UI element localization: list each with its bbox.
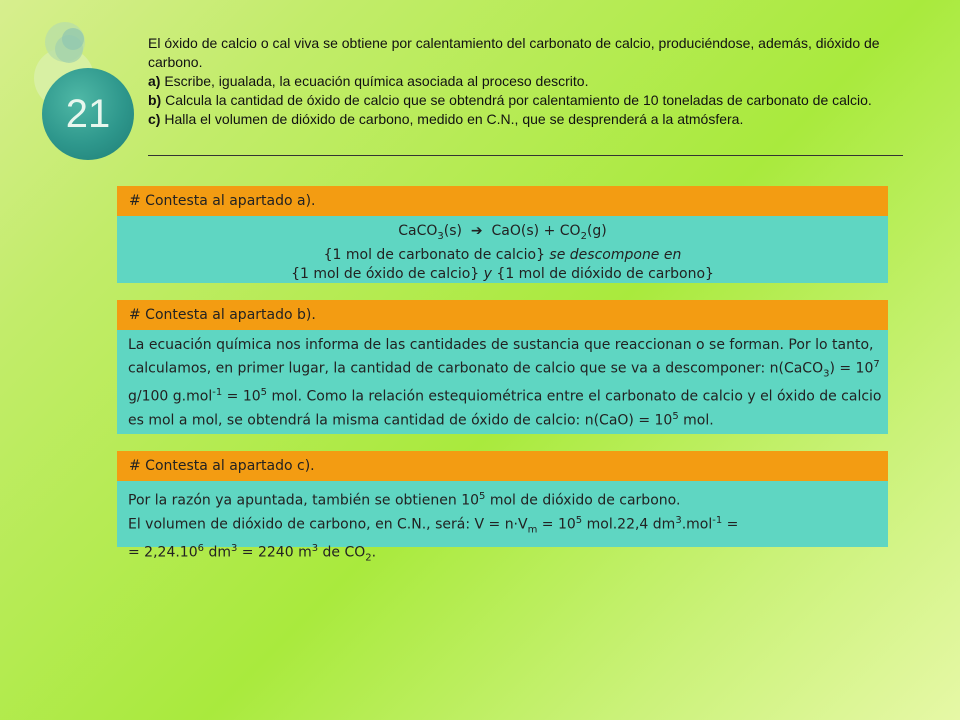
exercise-prompt (148, 34, 908, 129)
section-a-answer (117, 216, 888, 283)
part-a-text: Escribe, igualada, la ecuación química asociada al proceso descrito. (160, 73, 589, 89)
section-b-answer: La ecuación química nos informa de las cantidades de sustancia que reaccionan o se forman. Por lo tanto, calculamos, en primer lugar, la cantidad de carbonato de calcio que se va a descomponer: n(CaCO$_3$) = $10^7$ g/100 $g.mol^{-1} = 10^5$ mol. Como la relación estequiométrica entre el carbonato de calcio y el óxido de calcio es mol a mol, se obtendrá la misma cantidad de óxido de calcio: $n(CaO) = 10^5$ mol. (117, 330, 888, 434)
section-c-line-2: El volumen de dióxido de carbono, en C.N., será: $V = n\cdot V_m = 10^5$ mol.22,4 $dm^3.mol^{-1}$ = (128, 514, 739, 536)
section-c-header: # Contesta al apartado c). (117, 451, 888, 481)
section-c-answer (117, 481, 888, 564)
chemical-equation: CaCO$_3$(s) ➔ $CaO(s) + CO_2(g)$ (398, 223, 607, 242)
part-a-label: a) (148, 73, 161, 89)
equation-reading-1: {1 mol de carbonato de calcio} se descompone en (323, 246, 682, 263)
section-b-header: # Contesta al apartado b). (117, 300, 888, 330)
equation-reading-2: {1 mol de óxido de calcio} y {1 mol de dióxido de carbono} (291, 265, 714, 282)
section-c-line-1: Por la razón ya apuntada, también se obtienen $10^5$ mol de dióxido de carbono. (128, 491, 681, 509)
exercise-number: 21 (65, 91, 111, 136)
section-a-header: # Contesta al apartado a). (117, 186, 888, 216)
arrow-icon: ➔ (470, 223, 483, 239)
part-c-label: c) (148, 111, 161, 127)
part-c-text: Halla el volumen de dióxido de carbono, medido en C.N., que se desprenderá a la atmósfera. (160, 111, 744, 127)
prompt-part-b (148, 91, 908, 110)
exercise-badge (0, 0, 150, 170)
prompt-part-a (148, 72, 908, 91)
exercise-number-circle (42, 68, 134, 160)
prompt-intro: El óxido de calcio o cal viva se obtiene por calentamiento del carbonato de calcio, produciéndose, además, dióxido de carbono. (148, 35, 880, 70)
prompt-part-c (148, 110, 908, 129)
section-c-line-3: = $2,24.10^6$ $dm^3 = 2240$ $m^3$ de $CO_2$. (128, 543, 377, 564)
part-b-text: Calcula la cantidad de óxido de calcio que se obtendrá por calentamiento de 10 toneladas de carbonato de calcio. (161, 92, 872, 108)
decor-bubble (62, 28, 84, 50)
part-b-label: b) (148, 92, 162, 108)
divider (148, 155, 903, 156)
